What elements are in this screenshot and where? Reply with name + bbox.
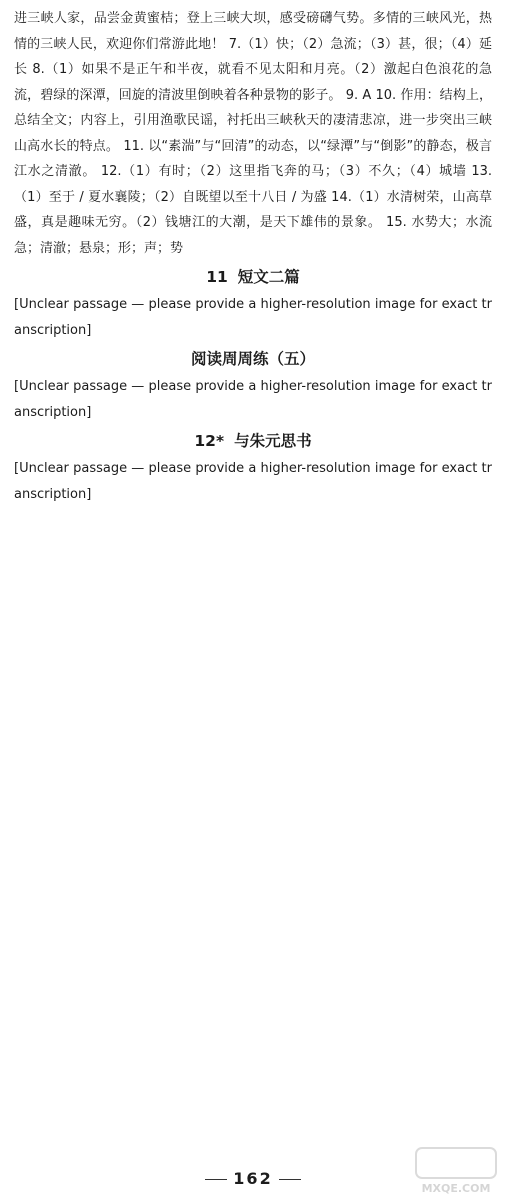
weekly-reading-5-answers: [Unclear passage — please provide a higher-resolution image for exact transcription] [14, 379, 492, 420]
intro-answers: 进三峡人家，品尝金黄蜜桔；登上三峡大坝，感受磅礴气势。多情的三峡风光，热情的三峡人民，欢迎你们常游此地！ 7.（1）快；（2）急流；（3）甚，很；（4）延长 8.（1）如果不是正午和半夜，就看不见太阳和月亮。（2）激起白色浪花的急流，碧绿的深潭，回旋的清波里倒映着各种景物的影子。 9. A 10. 作用：结构上，总结全文；内容上，引用渔歌民谣，衬托出三峡秋天的凄清悲凉，进一步突出三峡山高水长的特点。 11. 以“素湍”与“回清”的动态，以“绿潭”与“倒影”的静态，极言江水之清澈。 12.（1）有时；（2）这里指飞奔的马；（3）不久；（4）城墙 13.（1）至于 / 夏水襄陵；（2）自既望以至十八日 / 为盛 14.（1）水清树荣，山高草盛，真是趣味无穷。（2）钱塘江的大潮，是天下雄伟的景象。 15. 水势大；水流急；清澈；悬泉；形；声；势 [14, 11, 492, 256]
section-11-answers: [Unclear passage — please provide a higher-resolution image for exact transcription] [14, 297, 492, 338]
section-number: 11 [206, 268, 228, 286]
section-name: 短文二篇 [237, 268, 300, 286]
section-name: 与朱元思书 [234, 432, 312, 450]
section-title-12 [14, 426, 492, 456]
section-title-11 [14, 262, 492, 292]
page-number-text: 162 [233, 1169, 273, 1188]
watermark-logo-icon [410, 1142, 502, 1198]
section-title-weekly-reading-5 [14, 344, 492, 374]
section-name: 阅读周周练（五） [190, 350, 315, 368]
watermark-text: MXQE.COM [421, 1182, 491, 1195]
section-number: 12* [194, 432, 225, 450]
page-number-dash-left [205, 1179, 227, 1180]
page-number-dash-right [279, 1179, 301, 1180]
section-12-answers: [Unclear passage — please provide a higher-resolution image for exact transcription] [14, 461, 492, 502]
